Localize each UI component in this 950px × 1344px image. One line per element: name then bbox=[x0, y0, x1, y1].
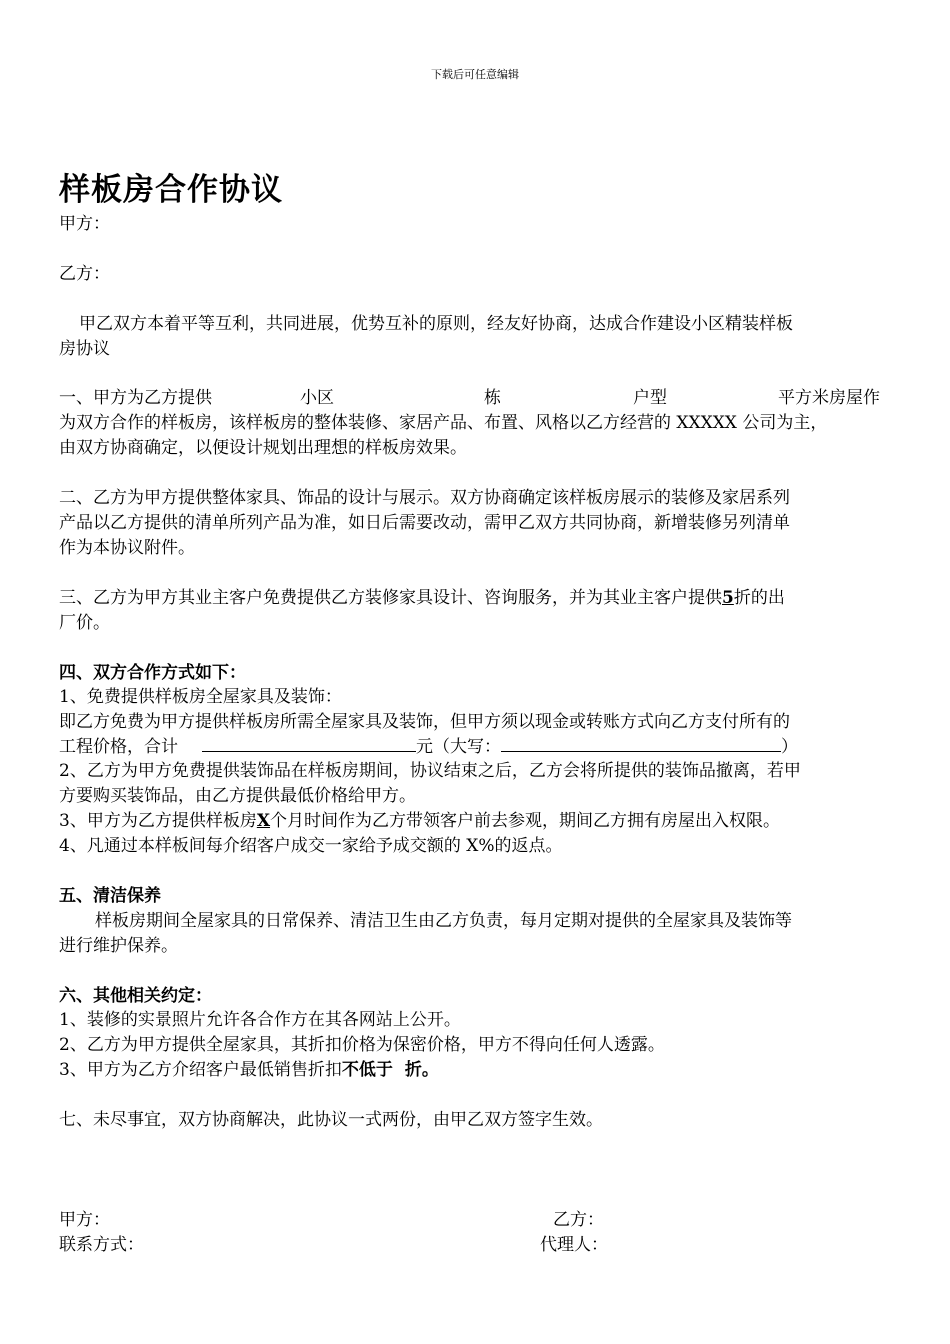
sign-agent: 代理人： bbox=[540, 1235, 608, 1255]
section-4-item-2-line-2: 方要购买装饰品，由乙方提供最低价格给甲方。 bbox=[59, 786, 416, 806]
section-1-xiaoqu: 小区 bbox=[300, 388, 334, 408]
section-6-item-3 bbox=[59, 1058, 439, 1082]
section-1-dong: 栋 bbox=[484, 388, 501, 408]
price-unit: 元（大写： bbox=[416, 737, 501, 757]
section-3-discount: 5 bbox=[722, 588, 734, 608]
section-7: 七、未尽事宜，双方协商解决，此协议一式两份，由甲乙双方签字生效。 bbox=[59, 1110, 603, 1130]
section-3-line-1 bbox=[59, 586, 785, 610]
price-label: 工程价格，合计 bbox=[59, 737, 178, 757]
section-4-item-4: 4、凡通过本样板间每介绍客户成交一家给予成交额的 X%的返点。 bbox=[59, 836, 563, 856]
section-1-suffix: 平方米房屋作 bbox=[778, 388, 880, 408]
party-b-label: 乙方： bbox=[59, 264, 110, 284]
sign-party-a: 甲方： bbox=[59, 1210, 110, 1230]
price-blank bbox=[202, 736, 416, 752]
section-1-line-1 bbox=[59, 386, 212, 410]
section-2-line-1: 二、乙方为甲方提供整体家具、饰品的设计与展示。双方协商确定该样板房展示的装修及家居系列 bbox=[59, 488, 790, 508]
price-capital-blank bbox=[501, 736, 781, 752]
section-3-post: 折的出 bbox=[733, 588, 785, 608]
section-4-item-3 bbox=[59, 809, 780, 833]
section-5-line-2: 进行维护保养。 bbox=[59, 936, 178, 956]
party-a-label: 甲方： bbox=[59, 214, 110, 234]
section-4-item-1-title: 1、免费提供样板房全屋家具及装饰： bbox=[59, 687, 342, 707]
section-1-huxing: 户型 bbox=[633, 388, 667, 408]
intro-line-1: 甲乙双方本着平等互利，共同进展，优势互补的原则，经友好协商，达成合作建设小区精装样板 bbox=[79, 314, 793, 334]
section-4-item-3-x: X bbox=[256, 811, 271, 831]
section-2-line-2: 产品以乙方提供的清单所列产品为准，如日后需要改动，需甲乙双方共同协商，新增装修另列清单 bbox=[59, 513, 790, 533]
section-1-prefix: 一、甲方为乙方提供 bbox=[59, 388, 212, 408]
section-2-line-3: 作为本协议附件。 bbox=[59, 538, 195, 558]
sign-party-b: 乙方： bbox=[553, 1210, 604, 1230]
section-4-item-2-line-1: 2、乙方为甲方免费提供装饰品在样板房期间，协议结束之后，乙方会将所提供的装饰品撤离，若甲 bbox=[59, 761, 801, 781]
section-5-line-1: 样板房期间全屋家具的日常保养、清洁卫生由乙方负责，每月定期对提供的全屋家具及装饰等 bbox=[95, 911, 792, 931]
sign-contact: 联系方式： bbox=[59, 1235, 144, 1255]
section-1-line-3: 由双方协商确定，以便设计规划出理想的样板房效果。 bbox=[59, 438, 467, 458]
section-3-pre: 三、乙方为甲方其业主客户免费提供乙方装修家具设计、咨询服务，并为其业主客户提供 bbox=[59, 588, 722, 608]
intro-line-2: 房协议 bbox=[59, 339, 110, 359]
page-header: 下载后可任意编辑 bbox=[431, 68, 519, 81]
section-6-heading: 六、其他相关约定： bbox=[59, 986, 212, 1006]
section-6-item-2: 2、乙方为甲方提供全屋家具，其折扣价格为保密价格，甲方不得向任何人透露。 bbox=[59, 1035, 665, 1055]
section-4-heading: 四、双方合作方式如下： bbox=[59, 663, 246, 683]
section-4-item-1-line-2 bbox=[59, 735, 798, 759]
section-4-item-3-post: 个月时间作为乙方带领客户前去参观，期间乙方拥有房屋出入权限。 bbox=[270, 811, 781, 831]
section-1-line-2: 为双方合作的样板房，该样板房的整体装修、家居产品、布置、风格以乙方经营的 XXXXX 公司为主， bbox=[59, 413, 828, 433]
section-3-line-2: 厂价。 bbox=[59, 613, 110, 633]
price-close: ） bbox=[781, 737, 798, 757]
section-6-item-3-bold-1: 不低于 bbox=[341, 1060, 393, 1080]
section-6-item-3-pre: 3、甲方为乙方介绍客户最低销售折扣 bbox=[59, 1060, 342, 1080]
section-6-item-3-bold-2: 折。 bbox=[404, 1060, 439, 1080]
section-5-heading: 五、清洁保养 bbox=[59, 886, 161, 906]
section-6-item-1: 1、装修的实景照片允许各合作方在其各网站上公开。 bbox=[59, 1010, 461, 1030]
section-4-item-1-line-1: 即乙方免费为甲方提供样板房所需全屋家具及装饰，但甲方须以现金或转账方式向乙方支付所有的 bbox=[59, 712, 790, 732]
section-4-item-3-pre: 3、甲方为乙方提供样板房 bbox=[59, 811, 257, 831]
document-title: 样板房合作协议 bbox=[59, 172, 283, 208]
